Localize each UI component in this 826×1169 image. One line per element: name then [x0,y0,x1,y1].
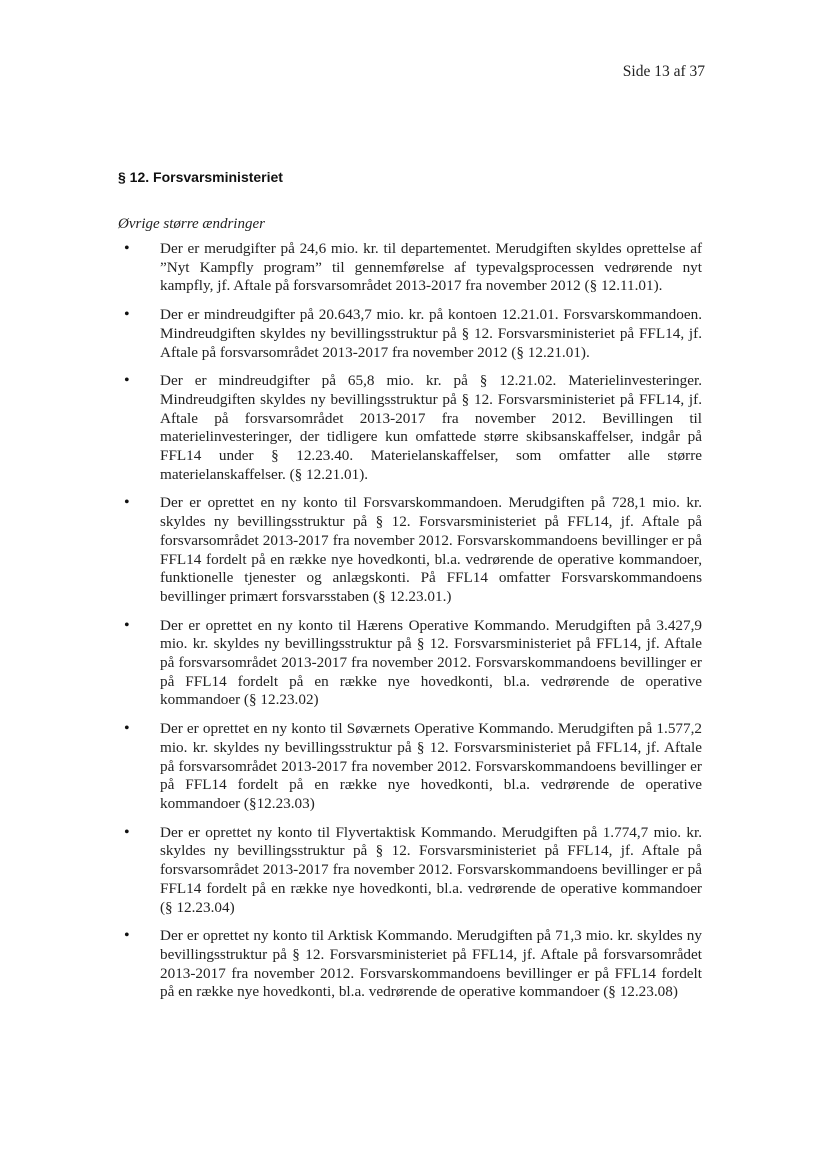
list-item: • Der er merudgifter på 24,6 mio. kr. til departementet. Merudgiften skyldes oprettelse af ”Nyt Kampfly program” til gennemførelse af typevalgsprocessen vedrørende nyt kampfly, jf. Aftale på forsvarsområdet 2013-2017 fra november 2012 (§ 12.11.01). [118,240,702,296]
page-number: Side 13 af 37 [622,63,705,80]
list-item: • Der er oprettet en ny konto til Søværnets Operative Kommando. Merudgiften på 1.577,2 mio. kr. skyldes ny bevillingsstruktur på § 12. Forsvarsministeriet på FFL14, jf. Aftale på forsvarsområdet 2013-2017 fra november 2012. Forsvarskommandoens bevillinger er på FFL14 fordelt på en række nye hovedkonti, bl.a. vedrørende de operative kommandoer (§12.23.03) [118,720,702,814]
list-item: • Der er oprettet ny konto til Arktisk Kommando. Merudgiften på 71,3 mio. kr. skyldes ny bevillingsstruktur på § 12. Forsvarsministeriet på FFL14, jf. Aftale på forsvarsområdet 2013-2017 fra november 2012. Forsvarskommandoens bevillinger er på FFL14 fordelt på en række nye hovedkonti, bl.a. vedrørende de operative kommandoer (§ 12.23.08) [118,927,702,1002]
subheading: Øvrige større ændringer [118,216,265,232]
list-item: • Der er oprettet en ny konto til Hærens Operative Kommando. Merudgiften på 3.427,9 mio. kr. skyldes ny bevillingsstruktur på § 12. Forsvarsministeriet på FFL14, jf. Aftale på forsvarsområdet 2013-2017 fra november 2012. Forsvarskommandoens bevillinger er på FFL14 fordelt på en række nye hovedkonti, bl.a. vedrørende de operative kommandoer (§ 12.23.02) [118,617,702,711]
changes-list [118,240,702,1012]
list-item: • Der er oprettet en ny konto til Forsvarskommandoen. Merudgiften på 728,1 mio. kr. skyldes ny bevillingsstruktur på § 12. Forsvarsministeriet på FFL14, jf. Aftale på forsvarsområdet 2013-2017 fra november 2012. Forsvarskommandoens bevillinger er på FFL14 fordelt på en række nye hovedkonti, bl.a. vedrørende de operative kommandoer, funktionelle tjenester og anlægskonti. På FFL14 omfatter Forsvarskommandoens bevillinger primært forsvarsstaben (§ 12.23.01.) [118,494,702,606]
list-item: • Der er oprettet ny konto til Flyvertaktisk Kommando. Merudgiften på 1.774,7 mio. kr. skyldes ny bevillingsstruktur på § 12. Forsvarsministeriet på FFL14, jf. Aftale på forsvarsområdet 2013-2017 fra november 2012. Forsvarskommandoens bevillinger er på FFL14 fordelt på en række nye hovedkonti, bl.a. vedrørende de operative kommandoer (§ 12.23.04) [118,824,702,918]
list-item: • Der er mindreudgifter på 20.643,7 mio. kr. på kontoen 12.21.01. Forsvarskommandoen. Mindreudgiften skyldes ny bevillingsstruktur på § 12. Forsvarsministeriet på FFL14, jf. Aftale på forsvarsområdet 2013-2017 fra november 2012 (§ 12.21.01). [118,306,702,362]
list-item: • Der er mindreudgifter på 65,8 mio. kr. på § 12.21.02. Materielinvesteringer. Mindreudgiften skyldes ny bevillingsstruktur på § 12. Forsvarsministeriet på FFL14, jf. Aftale på forsvarsområdet 2013-2017 fra november 2012. Bevillingen til materielinvesteringer, der tidligere kun omfattede større skibsanskaffelser, indgår på FFL14 under § 12.23.40. Materielanskaffelser, som omfatter alle større materielanskaffelser. (§ 12.21.01). [118,372,702,484]
section-heading: § 12. Forsvarsministeriet [118,169,283,185]
